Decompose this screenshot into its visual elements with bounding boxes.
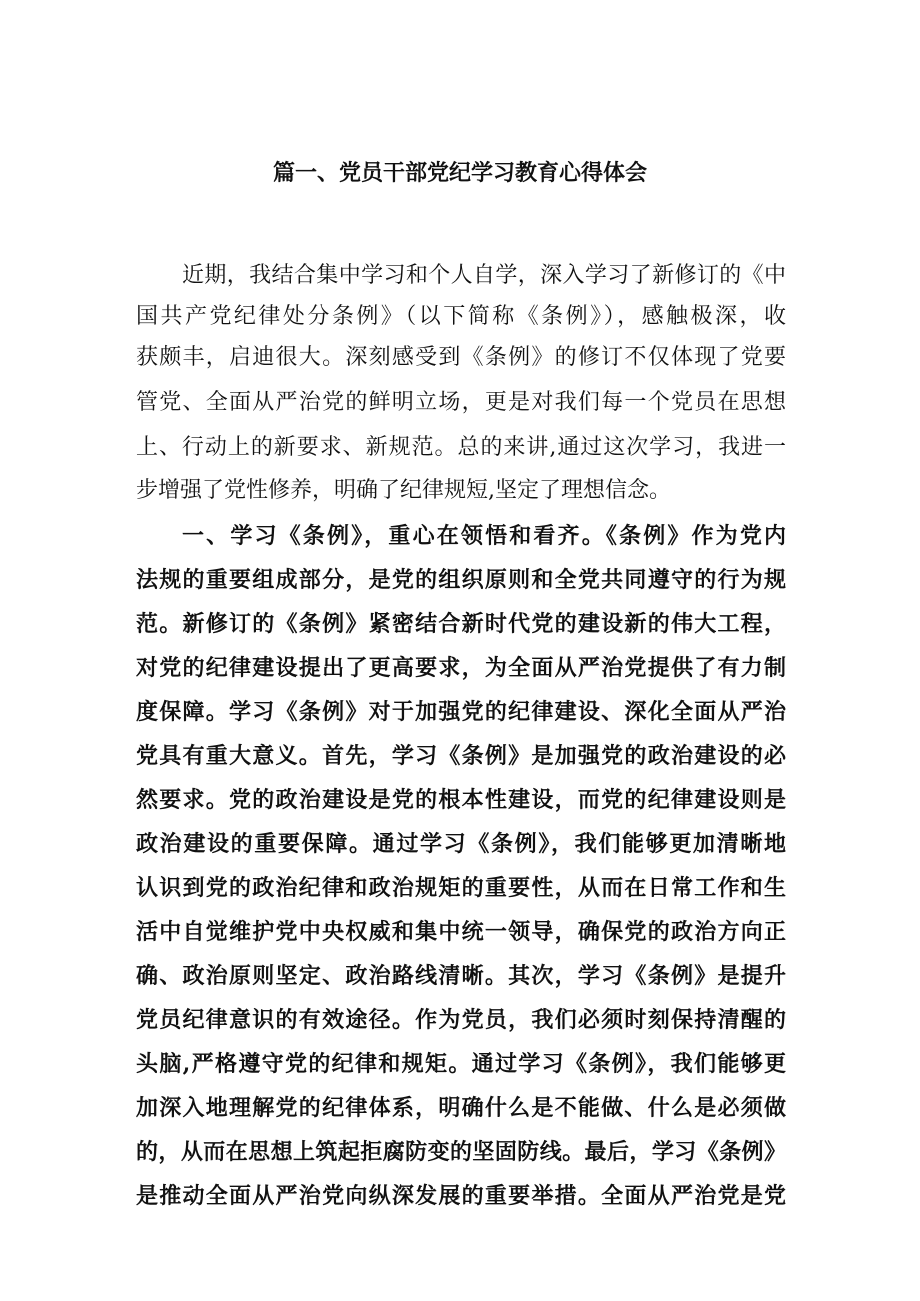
paragraph-2-line: 范。新修订的《条例》紧密结合新时代党的建设新的伟大工程， — [136, 611, 786, 637]
paragraph-2-line: 活中自觉维护党中央权威和集中统一领导，确保党的政治方向正 — [136, 919, 786, 945]
paragraph-2-line: 对党的纪律建设提出了更高要求，为全面从严治党提供了有力制 — [136, 655, 786, 681]
paragraph-1-line: 管党、全面从严治党的鲜明立场，更是对我们每一个党员在思想 — [136, 390, 786, 415]
paragraph-2-line: 认识到党的政治纪律和政治规矩的重要性，从而在日常工作和生 — [136, 875, 786, 901]
paragraph-2-line: 头脑,严格遵守党的纪律和规矩。通过学习《条例》，我们能够更 — [136, 1051, 786, 1077]
paragraph-2-line: 度保障。学习《条例》对于加强党的纪律建设、深化全面从严治 — [136, 699, 786, 725]
document-title: 篇一、党员干部党纪学习教育心得体会 — [272, 160, 647, 186]
paragraph-2-line: 政治建设的重要保障。通过学习《条例》，我们能够更加清晰地 — [136, 831, 786, 857]
paragraph-2-line: 然要求。党的政治建设是党的根本性建设，而党的纪律建设则是 — [136, 787, 786, 813]
paragraph-2-line: 党员纪律意识的有效途径。作为党员，我们必须时刻保持清醒的 — [136, 1007, 786, 1033]
paragraph-1-line: 上、行动上的新要求、新规范。总的来讲,通过这次学习，我进一 — [136, 435, 786, 460]
paragraph-2-line: 的，从而在思想上筑起拒腐防变的坚固防线。最后，学习《条例》 — [136, 1139, 786, 1165]
paragraph-2-line: 党具有重大意义。首先，学习《条例》是加强党的政治建设的必 — [136, 743, 786, 769]
paragraph-1-line: 获颇丰，启迪很大。深刻感受到《条例》的修订不仅体现了党要 — [136, 345, 786, 370]
paragraph-1-line: 步增强了党性修养，明确了纪律规短,坚定了理想信念。 — [136, 478, 671, 503]
paragraph-2-line: 确、政治原则坚定、政治路线清晰。其次，学习《条例》是提升 — [136, 963, 786, 989]
paragraph-1-line: 国共产党纪律处分条例》（以下简称《条例》），感触极深，收 — [136, 304, 786, 329]
paragraph-1-line: 近期，我结合集中学习和个人自学，深入学习了新修订的《中 — [182, 263, 786, 288]
paragraph-2-line: 一、学习《条例》，重心在领悟和看齐。《条例》作为党内 — [182, 523, 786, 549]
paragraph-2-line: 法规的重要组成部分，是党的组织原则和全党共同遵守的行为规 — [136, 567, 786, 593]
paragraph-2-line: 加深入地理解党的纪律体系，明确什么是不能做、什么是必须做 — [136, 1095, 786, 1121]
paragraph-2-line: 是推动全面从严治党向纵深发展的重要举措。全面从严治党是党 — [136, 1183, 786, 1209]
